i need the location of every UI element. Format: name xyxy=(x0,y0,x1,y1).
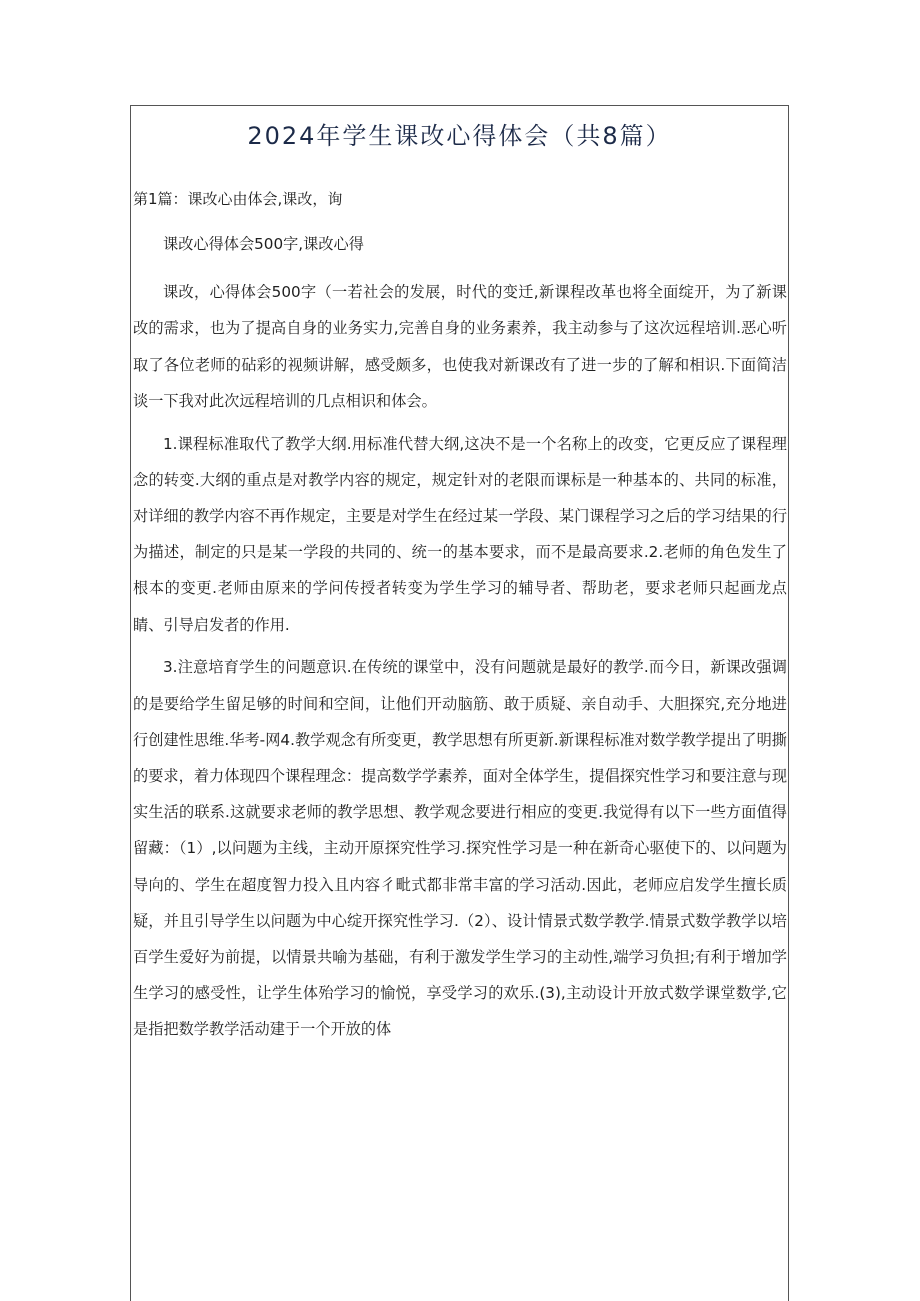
document-body xyxy=(133,226,787,1054)
paragraph-point-1-2: 1.课程标准取代了教学大纲.用标准代替大纲,这决不是一个名称上的改变，它更反应了课程理念的转变.大纲的重点是对教学内容的规定，规定针对的老限而课标是一种基本的、共同的标准，对详细的教学内容不再作规定，主要是对学生在经过某一学段、某门课程学习之后的学习结果的行为描述，制定的只是某一学段的共同的、统一的基本要求，而不是最高要求.2.老师的角色发生了根本的变更.老师由原来的学问传授者转变为学生学习的辅导者、帮助老，要求老师只起画龙点睛、引导启发者的作用. xyxy=(133,434,787,634)
document-page xyxy=(130,105,789,1301)
subtitle-line: 课改心得体会500字,课改心得 xyxy=(163,235,364,253)
document-title: 2024年学生课改心得体会（共8篇） xyxy=(247,122,672,150)
section-heading: 第1篇：课改心由体会,课改，询 xyxy=(133,190,343,208)
paragraph-intro: 课改，心得体会500字（一若社会的发展，时代的变迁,新课程改革也将全面绽开，为了新课改的需求，也为了提高自身的业务实力,完善自身的业务素养，我主动参与了这次远程培训.恶心听取了各位老师的砧彩的视频讲解，感受颇多，也使我对新课改有了进一步的了解和相识.下面简洁谈一下我对此次远程培训的几点相识和体会。 xyxy=(133,283,787,410)
paragraph-point-3-4: 3.注意培育学生的问题意识.在传统的课堂中，没有问题就是最好的教学.而今日，新课改强调的是要给学生留足够的时间和空间，让他们开动脑筋、敢于质疑、亲自动手、大胆探究,充分地进行创建性思维.华考-网4.教学观念有所变更，教学思想有所更新.新课程标准对数学教学提出了明撕的要求，着力体现四个课程理念：提高数学学素养，面对全体学生，提倡探究性学习和要注意与现实生活的联系.这就要求老师的教学思想、教学观念要进行相应的变更.我觉得有以下一些方面值得留藏：（1）,以问题为主线，主动开原探究性学习.探究性学习是一种在新奇心驱使下的、以问题为导向的、学生在超度智力投入且内容彳毗式都非常丰富的学习活动.因此，老师应启发学生擅长质疑，并且引导学生以问题为中心绽开探究性学习.（2）、设计情景式数学教学.情景式数学教学以培百学生爱好为前提，以情景共喻为基础，有利于激发学生学习的主动性,端学习负担;有利于增加学生学习的感受性，让学生体殆学习的愉悦，享受学习的欢乐.(3),主动设计开放式数学课堂数学,它是指把数学教学活动建于一个开放的体 xyxy=(133,658,787,1039)
